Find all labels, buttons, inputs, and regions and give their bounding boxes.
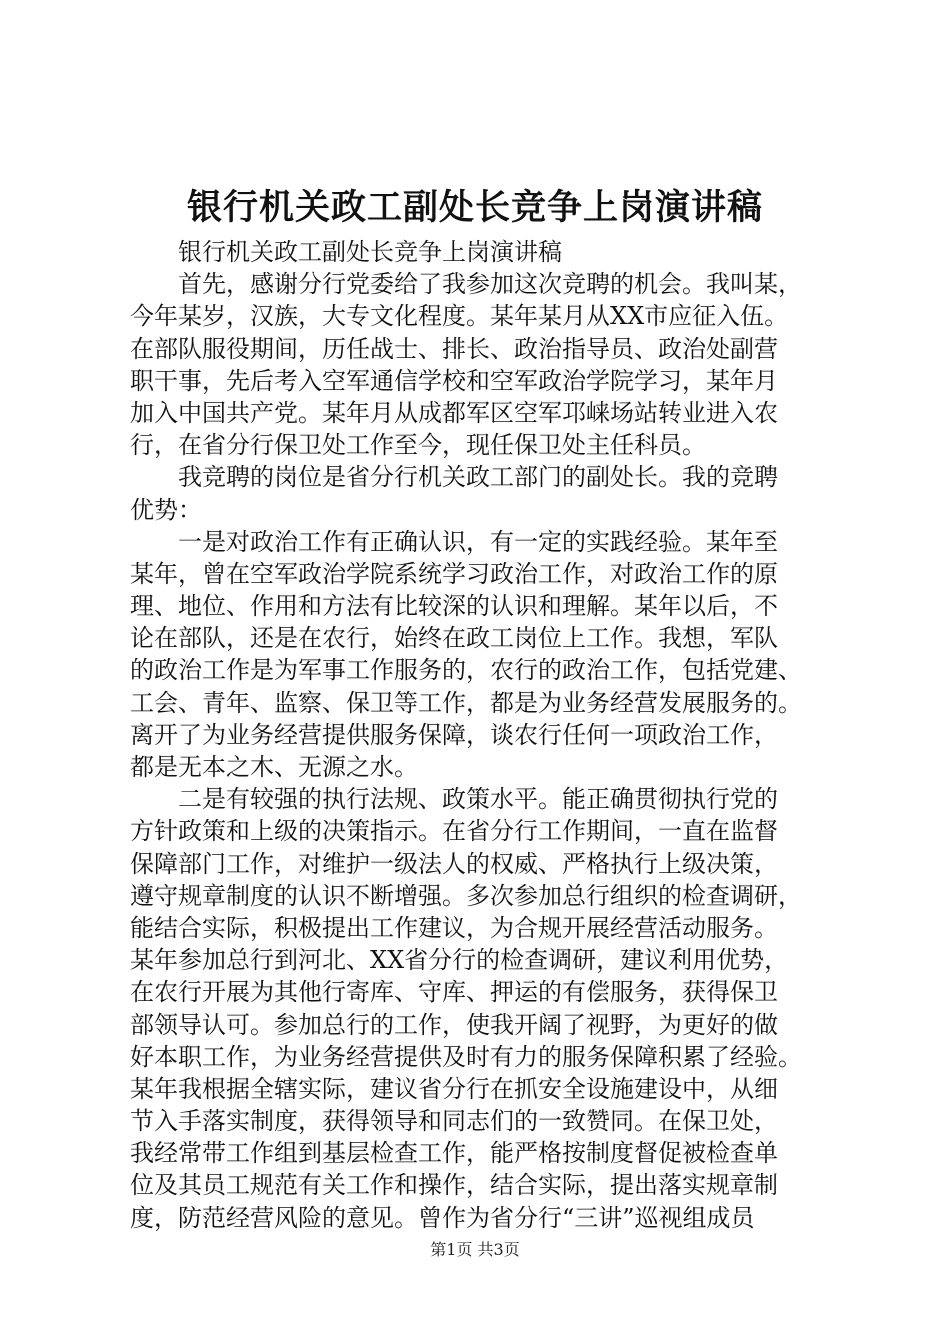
text-line: 在部队服役期间，历任战士、排长、政治指导员、政治处副营 — [130, 334, 778, 363]
text-line: 论在部队，还是在农行，始终在政工岗位上工作。我想，军队 — [130, 624, 778, 653]
text-line: 今年某岁，汉族，大专文化程度。某年某月从XX市应征入伍。 — [130, 302, 789, 331]
text-line: 某年我根据全辖实际，建议省分行在抓安全设施建设中，从细 — [130, 1074, 778, 1103]
document-title: 银行机关政工副处长竞争上岗演讲稿 — [186, 187, 763, 228]
text-line: 我经常带工作组到基层检查工作，能严格按制度督促被检查单 — [130, 1139, 778, 1168]
text-line: 方针政策和上级的决策指示。在省分行工作期间，一直在监督 — [130, 817, 778, 846]
text-line: 好本职工作，为业务经营提供及时有力的服务保障积累了经验。 — [130, 1042, 802, 1071]
text-line: 一是对政治工作有正确认识，有一定的实践经验。某年至 — [178, 527, 778, 556]
text-line: 优势： — [130, 495, 202, 524]
text-line: 首先，感谢分行党委给了我参加这次竞聘的机会。我叫某， — [178, 270, 802, 299]
text-line: 工会、青年、监察、保卫等工作，都是为业务经营发展服务的。 — [130, 688, 802, 717]
text-line: 离开了为业务经营提供服务保障，谈农行任何一项政治工作， — [130, 720, 778, 749]
text-line: 节入手落实制度，获得领导和同志们的一致赞同。在保卫处， — [130, 1107, 778, 1136]
text-line: 的政治工作是为军事工作服务的，农行的政治工作，包括党建、 — [130, 656, 802, 685]
text-line: 某年参加总行到河北、XX省分行的检查调研，建议利用优势， — [130, 946, 789, 975]
text-line: 职干事，先后考入空军通信学校和空军政治学院学习，某年月 — [130, 366, 778, 395]
text-line: 理、地位、作用和方法有比较深的认识和理解。某年以后，不 — [130, 592, 778, 621]
text-line: 行，在省分行保卫处工作至今，现任保卫处主任科员。 — [130, 431, 706, 460]
document-body — [130, 236, 850, 1234]
text-line: 位及其员工规范有关工作和操作，结合实际，提出落实规章制 — [130, 1171, 778, 1200]
page-footer: 第1页 共3页 — [430, 1240, 520, 1259]
text-line: 都是无本之木、无源之水。 — [130, 753, 418, 781]
text-line: 遵守规章制度的认识不断增强。多次参加总行组织的检查调研， — [130, 881, 802, 910]
text-line: 在农行开展为其他行寄库、守库、押运的有偿服务，获得保卫 — [130, 978, 778, 1007]
text-line: 能结合实际，积极提出工作建议，为合规开展经营活动服务。 — [130, 913, 778, 942]
text-line: 部领导认可。参加总行的工作，使我开阔了视野，为更好的做 — [130, 1010, 778, 1039]
text-line: 我竞聘的岗位是省分行机关政工部门的副处长。我的竞聘 — [178, 463, 778, 492]
text-line: 某年，曾在空军政治学院系统学习政治工作，对政治工作的原 — [130, 559, 778, 588]
text-line: 度，防范经营风险的意见。曾作为省分行“三讲”巡视组成员 — [130, 1203, 755, 1232]
text-line: 保障部门工作，对维护一级法人的权威、严格执行上级决策， — [130, 849, 778, 878]
text-line: 二是有较强的执行法规、政策水平。能正确贯彻执行党的 — [178, 785, 778, 814]
text-line: 加入中国共产党。某年月从成都军区空军邛崃场站转业进入农 — [130, 398, 778, 427]
text-line: 银行机关政工副处长竞争上岗演讲稿 — [178, 238, 562, 266]
